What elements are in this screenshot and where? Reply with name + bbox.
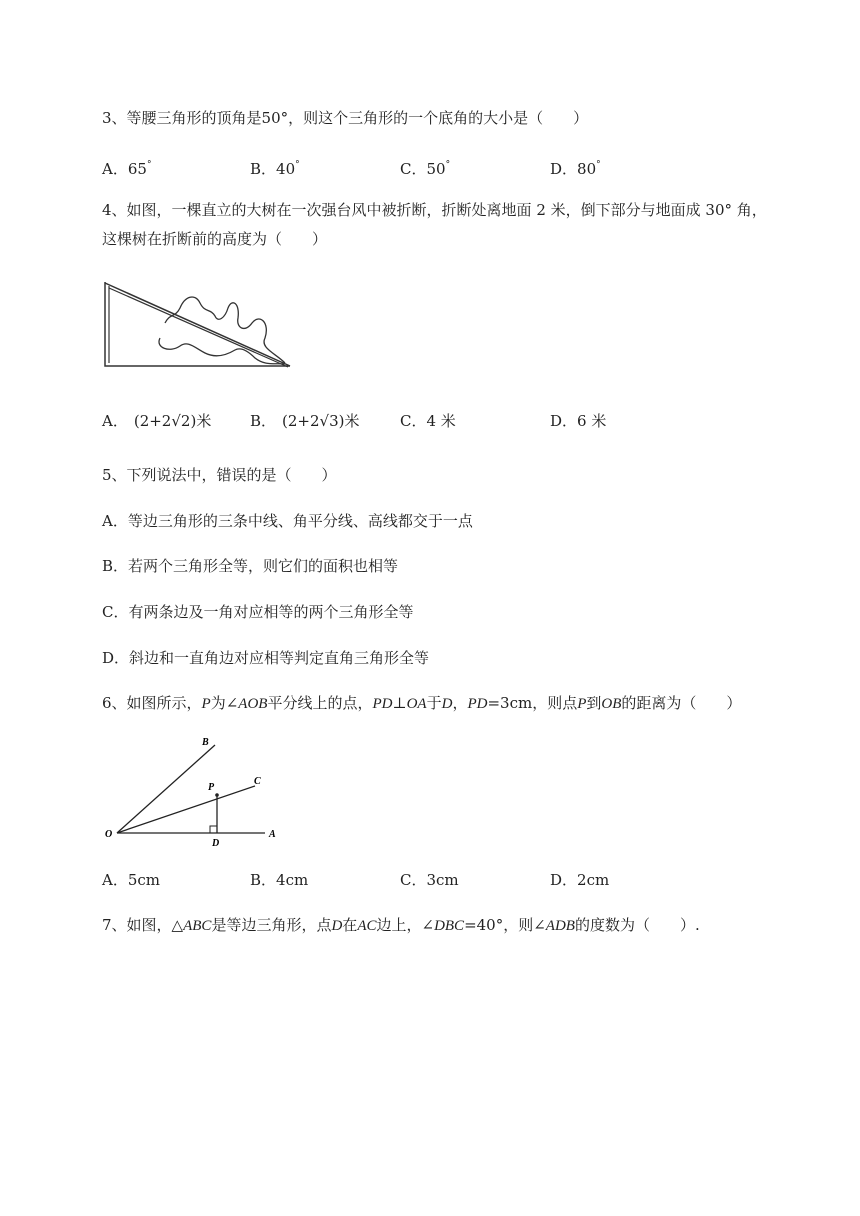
q4-stem-line2: 这棵树在折断前的高度为（ ） — [102, 230, 328, 248]
q6-label-a: A — [269, 829, 276, 840]
q6-option-c: C．3cm — [400, 871, 459, 889]
q5-option-d: D．斜边和一直角边对应相等判定直角三角形全等 — [102, 649, 430, 667]
q6-label-c: C — [254, 776, 261, 787]
q3-option-c: C．50° — [400, 160, 451, 178]
q6-label-b: B — [202, 737, 209, 748]
q4-option-b: B． (2+2√3)米 — [250, 412, 360, 430]
q6-angle-bisector-figure — [100, 730, 290, 850]
q4-stem-line1: 4、如图，一棵直立的大树在一次强台风中被折断，折断处离地面 2 米，倒下部分与地面成 30° 角， — [102, 201, 767, 219]
q6-label-p: P — [208, 782, 215, 793]
q5-stem: 5、下列说法中，错误的是（ ） — [102, 466, 337, 484]
q4-option-d: D．6 米 — [550, 412, 607, 430]
q6-label-o: O — [105, 829, 113, 840]
q6-option-a: A．5cm — [102, 871, 161, 889]
q6-option-b: B．4cm — [250, 871, 309, 889]
q3-option-b: B．40° — [250, 160, 300, 178]
q6-label-d: D — [212, 838, 220, 849]
q7-stem: 7、如图，△ABC是等边三角形，点D在AC边上，∠DBC=40°，则∠ADB的度数为（ ）. — [102, 916, 700, 934]
q5-option-b: B．若两个三角形全等，则它们的面积也相等 — [102, 557, 399, 575]
q5-option-c: C．有两条边及一角对应相等的两个三角形全等 — [102, 603, 414, 621]
q4-option-c: C．4 米 — [400, 412, 456, 430]
q5-option-a: A．等边三角形的三条中线、角平分线、高线都交于一点 — [102, 512, 473, 530]
q6-stem: 6、如图所示，P为∠AOB平分线上的点，PD⊥OA于D，PD=3cm，则点P到OB的距离为（ ） — [102, 694, 742, 712]
q3-option-a: A．65° — [102, 160, 152, 178]
q3-option-d: D．80° — [550, 160, 601, 178]
q4-broken-tree-figure — [100, 278, 300, 374]
q3-stem: 3、等腰三角形的顶角是50°，则这个三角形的一个底角的大小是（ ） — [102, 109, 589, 127]
q6-option-d: D．2cm — [550, 871, 610, 889]
q4-option-a: A． (2+2√2)米 — [102, 412, 212, 430]
